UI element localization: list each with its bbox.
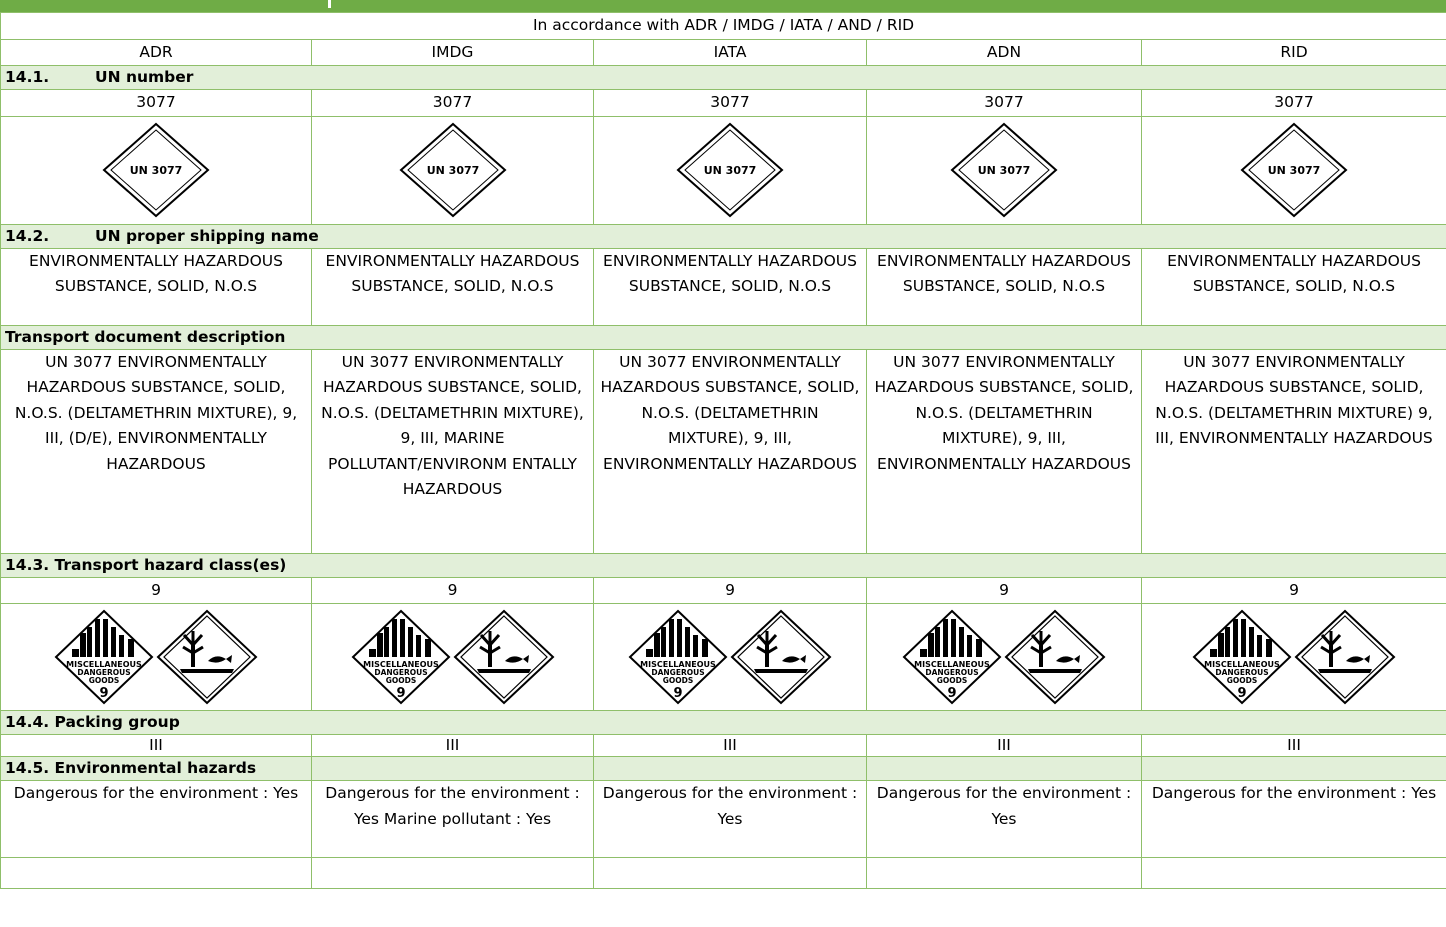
packing-group-cell: III (594, 735, 867, 757)
svg-text:9: 9 (947, 686, 957, 701)
hazard-class-cell: 9 (867, 577, 1142, 604)
env-hazard-text: Dangerous for the environment : Yes Marine pollutant : Yes (325, 784, 580, 828)
transport-description-cell (867, 349, 1142, 553)
title-bar-fragment (328, 0, 331, 8)
un-3077-placard-icon (102, 122, 210, 218)
env-hazard-text: Dangerous for the environment : Yes (1151, 784, 1437, 802)
env-hazard-cell (594, 781, 867, 858)
empty-row (1, 858, 1446, 889)
section-14-3-header: 14.3. Transport hazard class(es) (1, 553, 1446, 577)
shipping-name-text: ENVIRONMENTALLY HAZARDOUS SUBSTANCE, SOLID, N.O.S (29, 251, 283, 295)
packing-group-cell: III (867, 735, 1142, 757)
env-hazard-cell (1142, 781, 1446, 858)
transport-description-text: UN 3077 ENVIRONMENTALLY HAZARDOUS SUBSTANCE, SOLID, N.O.S. (DELTAMETHRIN MIXTURE), 9, III, MARINE POLLUTANT/ENVIRONM ENTALLY HAZARDOUS (321, 352, 584, 498)
transport-description-cell (312, 349, 594, 553)
svg-text:MISCELLANEOUS: MISCELLANEOUS (914, 660, 990, 669)
section-title: UN number (95, 68, 194, 86)
hazard-class-cell: 9 (312, 577, 594, 604)
un-number-row (1, 90, 1446, 117)
transport-information-table (0, 12, 1446, 889)
un-number-cell: 3077 (1, 90, 312, 117)
env-hazard-cell (1, 781, 312, 858)
shipping-name-row (1, 248, 1446, 325)
un-placard-cell (867, 116, 1142, 224)
env-hazard-text: Dangerous for the environment : Yes (876, 784, 1132, 828)
svg-text:GOODS: GOODS (88, 676, 120, 685)
hazard-pictogram-cell (312, 604, 594, 711)
hazard-pictogram-cell (1142, 604, 1446, 711)
un-placard-cell (312, 116, 594, 224)
empty-cell (867, 858, 1142, 889)
svg-text:DANGEROUS: DANGEROUS (1215, 668, 1269, 677)
transport-document-header: Transport document description (1, 325, 1446, 349)
section-header-spacer (1142, 757, 1446, 781)
hazard-class-row (1, 577, 1446, 604)
hazard-class-cell: 9 (1142, 577, 1446, 604)
class-9-label-icon (1192, 609, 1292, 705)
svg-text:DANGEROUS: DANGEROUS (925, 668, 979, 677)
column-header-iata: IATA (594, 39, 867, 66)
section-header-spacer (312, 757, 594, 781)
shipping-name-cell (312, 248, 594, 325)
section-title: UN proper shipping name (95, 226, 319, 245)
svg-text:9: 9 (673, 686, 683, 701)
section-14-2-header (1, 224, 1446, 248)
packing-group-row (1, 735, 1446, 757)
environment-hazard-icon (453, 609, 555, 705)
class-9-label-icon (628, 609, 728, 705)
packing-group-cell: III (1, 735, 312, 757)
empty-cell (312, 858, 594, 889)
environment-hazard-icon (156, 609, 258, 705)
transport-description-cell (1142, 349, 1446, 553)
svg-text:UN 3077: UN 3077 (977, 164, 1031, 177)
shipping-name-text: ENVIRONMENTALLY HAZARDOUS SUBSTANCE, SOLID, N.O.S (325, 251, 580, 295)
column-header-imdg: IMDG (312, 39, 594, 66)
svg-text:DANGEROUS: DANGEROUS (651, 668, 705, 677)
svg-text:UN 3077: UN 3077 (1267, 164, 1321, 177)
section-header-spacer (867, 757, 1142, 781)
transport-description-cell (1, 349, 312, 553)
empty-cell (1142, 858, 1446, 889)
section-number: 14.1. (5, 68, 50, 86)
section-header-spacer (594, 757, 867, 781)
empty-cell (594, 858, 867, 889)
environment-hazard-icon (1294, 609, 1396, 705)
class-9-label-icon (902, 609, 1002, 705)
svg-text:9: 9 (395, 686, 406, 701)
section-number: 14.2. (5, 226, 50, 245)
svg-text:UN 3077: UN 3077 (129, 164, 183, 177)
env-hazard-text: Dangerous for the environment : Yes (602, 784, 858, 828)
packing-group-cell: III (312, 735, 594, 757)
class-9-label-icon (351, 609, 451, 705)
un-number-cell: 3077 (594, 90, 867, 117)
svg-text:UN 3077: UN 3077 (426, 164, 479, 177)
column-header-adr: ADR (1, 39, 312, 66)
shipping-name-text: ENVIRONMENTALLY HAZARDOUS SUBSTANCE, SOLID, N.O.S (877, 251, 1131, 295)
svg-text:MISCELLANEOUS: MISCELLANEOUS (640, 660, 716, 669)
environment-hazard-icon (730, 609, 832, 705)
section-14-5-header: 14.5. Environmental hazards (1, 757, 312, 781)
hazard-pictogram-cell (867, 604, 1142, 711)
un-placard-cell (594, 116, 867, 224)
svg-text:GOODS: GOODS (1226, 676, 1258, 685)
shipping-name-cell (1142, 248, 1446, 325)
svg-text:MISCELLANEOUS: MISCELLANEOUS (1204, 660, 1280, 669)
transport-description-text: UN 3077 ENVIRONMENTALLY HAZARDOUS SUBSTANCE, SOLID, N.O.S. (DELTAMETHRIN MIXTURE), 9, III, ENVIRONMENTALLY HAZARDOUS (600, 352, 860, 473)
hazard-class-cell: 9 (1, 577, 312, 604)
regulation-columns-row (1, 39, 1446, 66)
hazard-pictogram-cell (1, 604, 312, 711)
transport-description-cell (594, 349, 867, 553)
hazard-class-cell: 9 (594, 577, 867, 604)
un-placard-row (1, 116, 1446, 224)
un-number-cell: 3077 (867, 90, 1142, 117)
class-9-label-icon (54, 609, 154, 705)
packing-group-cell: III (1142, 735, 1446, 757)
section-14-4-header: 14.4. Packing group (1, 711, 1446, 735)
empty-cell (1, 858, 312, 889)
svg-text:UN 3077: UN 3077 (703, 164, 757, 177)
shipping-name-cell (594, 248, 867, 325)
shipping-name-cell (867, 248, 1142, 325)
svg-text:9: 9 (1237, 686, 1247, 701)
transport-description-text: UN 3077 ENVIRONMENTALLY HAZARDOUS SUBSTANCE, SOLID, N.O.S. (DELTAMETHRIN MIXTURE), 9, III, (D/E), ENVIRONMENTALLY HAZARDOUS (14, 352, 298, 473)
transport-description-text: UN 3077 ENVIRONMENTALLY HAZARDOUS SUBSTANCE, SOLID, N.O.S. (DELTAMETHRIN MIXTURE) 9, III, ENVIRONMENTALLY HAZARDOUS (1155, 352, 1433, 447)
environmental-hazards-row (1, 781, 1446, 858)
env-hazard-cell (867, 781, 1142, 858)
svg-text:MISCELLANEOUS: MISCELLANEOUS (66, 660, 142, 669)
section-14-1-header (1, 66, 1446, 90)
hazard-pictogram-row (1, 604, 1446, 711)
shipping-name-text: ENVIRONMENTALLY HAZARDOUS SUBSTANCE, SOLID, N.O.S (1167, 251, 1421, 295)
transport-description-text: UN 3077 ENVIRONMENTALLY HAZARDOUS SUBSTANCE, SOLID, N.O.S. (DELTAMETHRIN MIXTURE), 9, III, ENVIRONMENTALLY HAZARDOUS (874, 352, 1134, 473)
env-hazard-text: Dangerous for the environment : Yes (13, 784, 299, 802)
un-number-cell: 3077 (312, 90, 594, 117)
svg-text:9: 9 (99, 686, 109, 701)
svg-text:GOODS: GOODS (385, 676, 416, 685)
un-number-cell: 3077 (1142, 90, 1446, 117)
un-3077-placard-icon (950, 122, 1058, 218)
shipping-name-cell (1, 248, 312, 325)
svg-text:MISCELLANEOUS: MISCELLANEOUS (362, 660, 439, 669)
un-placard-cell (1, 116, 312, 224)
un-placard-cell (1142, 116, 1446, 224)
svg-text:GOODS: GOODS (936, 676, 968, 685)
column-header-rid: RID (1142, 39, 1446, 66)
un-3077-placard-icon (399, 122, 507, 218)
svg-text:DANGEROUS: DANGEROUS (373, 668, 428, 677)
environment-hazard-icon (1004, 609, 1106, 705)
hazard-pictogram-cell (594, 604, 867, 711)
section-title-bar (0, 0, 1446, 12)
svg-text:DANGEROUS: DANGEROUS (77, 668, 131, 677)
svg-text:GOODS: GOODS (662, 676, 694, 685)
transport-description-row (1, 349, 1446, 553)
accordance-header: In accordance with ADR / IMDG / IATA / AND / RID (1, 13, 1446, 40)
un-3077-placard-icon (1240, 122, 1348, 218)
column-header-adn: ADN (867, 39, 1142, 66)
un-3077-placard-icon (676, 122, 784, 218)
env-hazard-cell (312, 781, 594, 858)
shipping-name-text: ENVIRONMENTALLY HAZARDOUS SUBSTANCE, SOLID, N.O.S (603, 251, 857, 295)
